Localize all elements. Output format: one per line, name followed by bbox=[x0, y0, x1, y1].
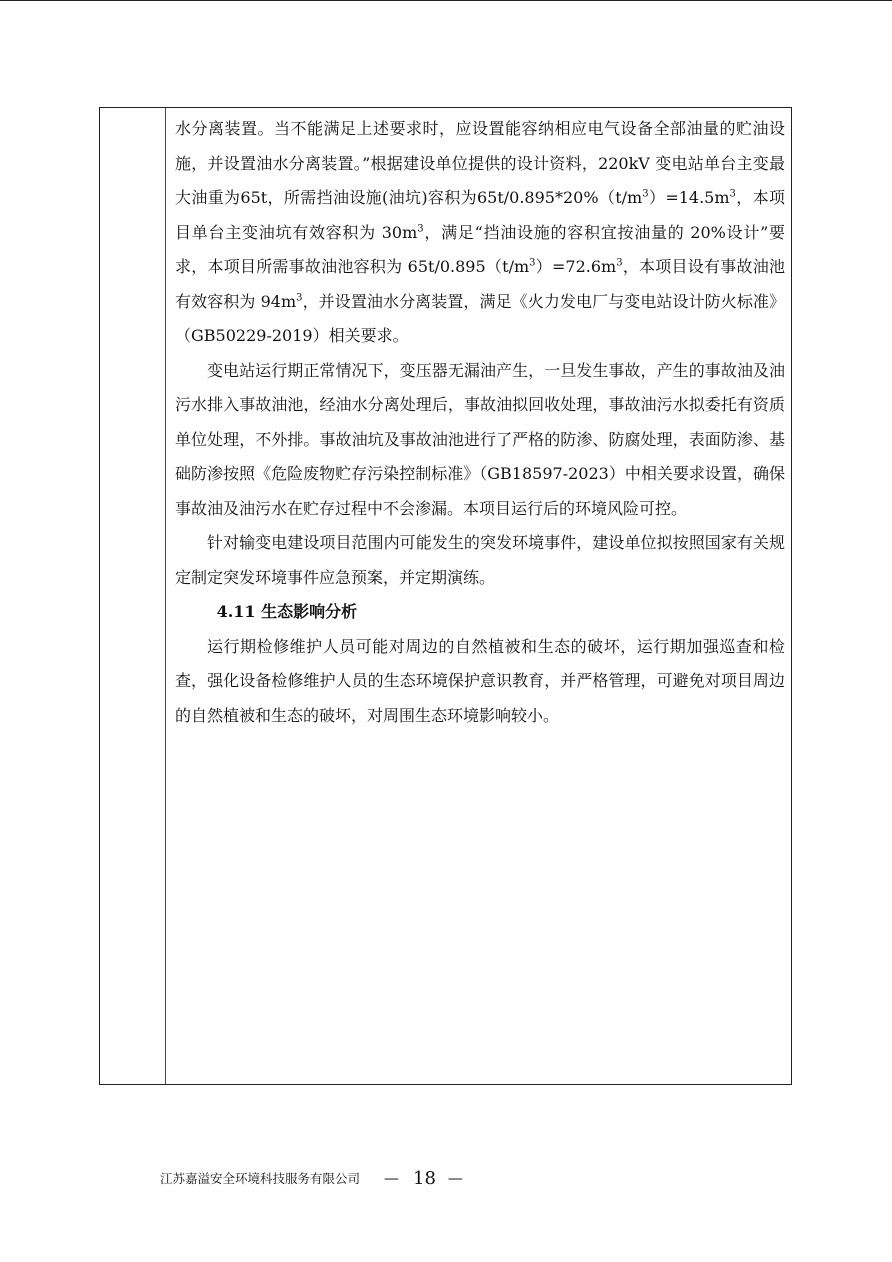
page-footer bbox=[160, 1163, 560, 1193]
page-number: 18 bbox=[413, 1167, 436, 1189]
table-label-column bbox=[100, 108, 166, 1084]
paragraph-oil-facility: 水分离装置。当不能满足上述要求时，应设置能容纳相应电气设备全部油量的贮油设施，并设置油水分离装置。”根据建设单位提供的设计资料，220kV 变电站单台主变最大油重为65t，所需挡油设施(油坑)容积为$65t/0.895*20\%(t/m^3)=14.5m^3$，本项目单台主变油坑有效容积为 $30m^3$，满足“挡油设施的容积宜按油量的 20%设计”要求，本项目所需事故油池容积为 $65t/0.895(t/m^3)=72.6m^3$，本项目设有事故油池有效容积为 $94m^3$，并设置油水分离装置，满足《火力发电厂与变电站设计防火标准》（GB50229-2019）相关要求。 bbox=[175, 119, 785, 345]
paragraph-operation-risk: 变电站运行期正常情况下，变压器无漏油产生，一旦发生事故，产生的事故油及油污水排入事故油池，经油水分离处理后，事故油拟回收处理，事故油污水拟委托有资质单位处理，不外排。事故油坑及事故油池进行了严格的防渗、防腐处理，表面防渗、基础防渗按照《危险废物贮存污染控制标准》（GB18597-2023）中相关要求设置，确保事故油及油污水在贮存过程中不会渗漏。本项目运行后的环境风险可控。 bbox=[175, 360, 785, 518]
table-content-cell bbox=[175, 112, 785, 733]
footer-company: 江苏嘉溢安全环境科技服务有限公司 bbox=[160, 1171, 361, 1186]
footer-dash-left: — bbox=[384, 1169, 400, 1187]
footer-dash-right: — bbox=[447, 1169, 463, 1187]
paragraph-emergency-plan: 针对输变电建设项目范围内可能发生的突发环境事件，建设单位拟按照国家有关规定制定突发环境事件应急预案，并定期演练。 bbox=[175, 533, 785, 587]
report-table bbox=[99, 107, 792, 1085]
section-heading-ecology: 4.11 生态影响分析 bbox=[216, 602, 358, 621]
paragraph-ecology: 运行期检修维护人员可能对周边的自然植被和生态的破坏，运行期加强巡查和检查，强化设备检修维护人员的生态环境保护意识教育，并严格管理，可避免对项目周边的自然植被和生态的破坏，对周围生态环境影响较小。 bbox=[175, 636, 785, 725]
top-rule bbox=[0, 0, 892, 1]
